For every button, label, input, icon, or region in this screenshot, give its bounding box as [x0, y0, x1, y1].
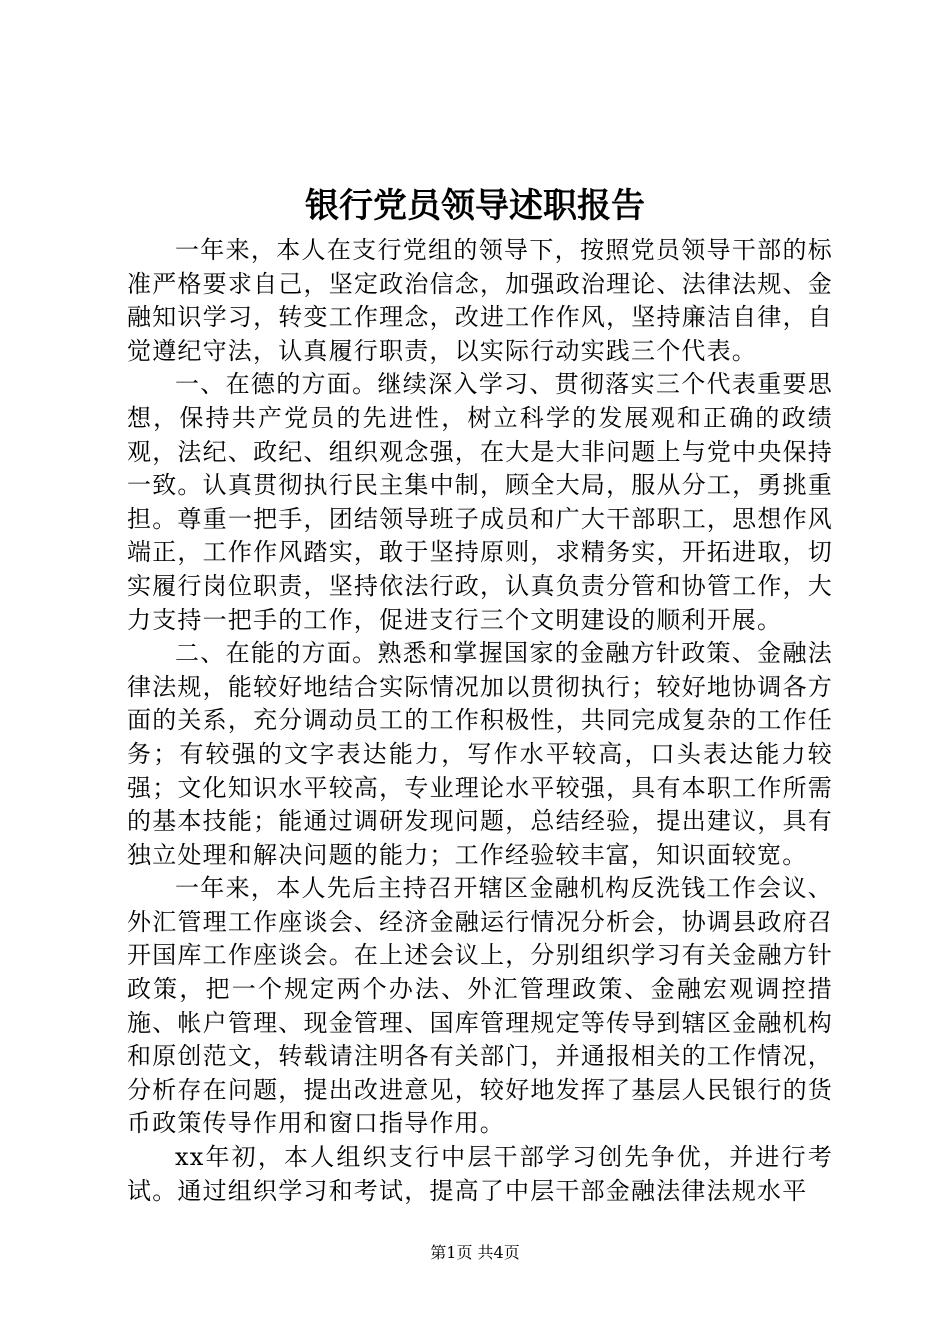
paragraph-morality: 一、在德的方面。继续深入学习、贯彻落实三个代表重要思想，保持共产党员的先进性，树立科学的发展观和正确的政绩观，法纪、政纪、组织观念强，在大是大非问题上与党中央保持一致。认真贯彻执行民主集中制，顾全大局，服从分工，勇挑重担。尊重一把手，团结领导班子成员和广大干部职工，思想作风端正，工作作风踏实，敢于坚持原则，求精务实，开拓进取，切实履行岗位职责，坚持依法行政，认真负责分管和协管工作，大力支持一把手的工作，促进支行三个文明建设的顺利开展。 [127, 370, 833, 634]
paragraph-meetings: 一年来，本人先后主持召开辖区金融机构反洗钱工作会议、外汇管理工作座谈会、经济金融运行情况分析会，协调县政府召开国库工作座谈会。在上述会议上，分别组织学习有关金融方针政策，把一个规定两个办法、外汇管理政策、金融宏观调控措施、帐户管理、现金管理、国库管理规定等传导到辖区金融机构和原创范文，转载请注明各有关部门，并通报相关的工作情况，分析存在问题，提出改进意见，较好地发挥了基层人民银行的货币政策传导作用和窗口指导作用。 [127, 874, 833, 1138]
paragraph-ability: 二、在能的方面。熟悉和掌握国家的金融方针政策、金融法律法规，能较好地结合实际情况加以贯彻执行；较好地协调各方面的关系，充分调动员工的工作积极性，共同完成复杂的工作任务；有较强的文字表达能力，写作水平较高，口头表达能力较强；文化知识水平较高，专业理论水平较强，具有本职工作所需的基本技能；能通过调研发现问题，总结经验，提出建议，具有独立处理和解决问题的能力；工作经验较丰富，知识面较宽。 [127, 639, 833, 869]
document-body [127, 234, 833, 1208]
paragraph-intro: 一年来，本人在支行党组的领导下，按照党员领导干部的标准严格要求自己，坚定政治信念，加强政治理论、法律法规、金融知识学习，转变工作理念，改进工作作风，坚持廉洁自律，自觉遵纪守法，认真履行职责，以实际行动实践三个代表。 [127, 236, 833, 365]
document-title: 银行党员领导述职报告 [305, 186, 645, 226]
paragraph-training: xx年初，本人组织支行中层干部学习创先争优，并进行考试。通过组织学习和考试，提高了中层干部金融法律法规水平 [127, 1143, 833, 1205]
page-number-footer: 第1页 共4页 [430, 1243, 520, 1262]
